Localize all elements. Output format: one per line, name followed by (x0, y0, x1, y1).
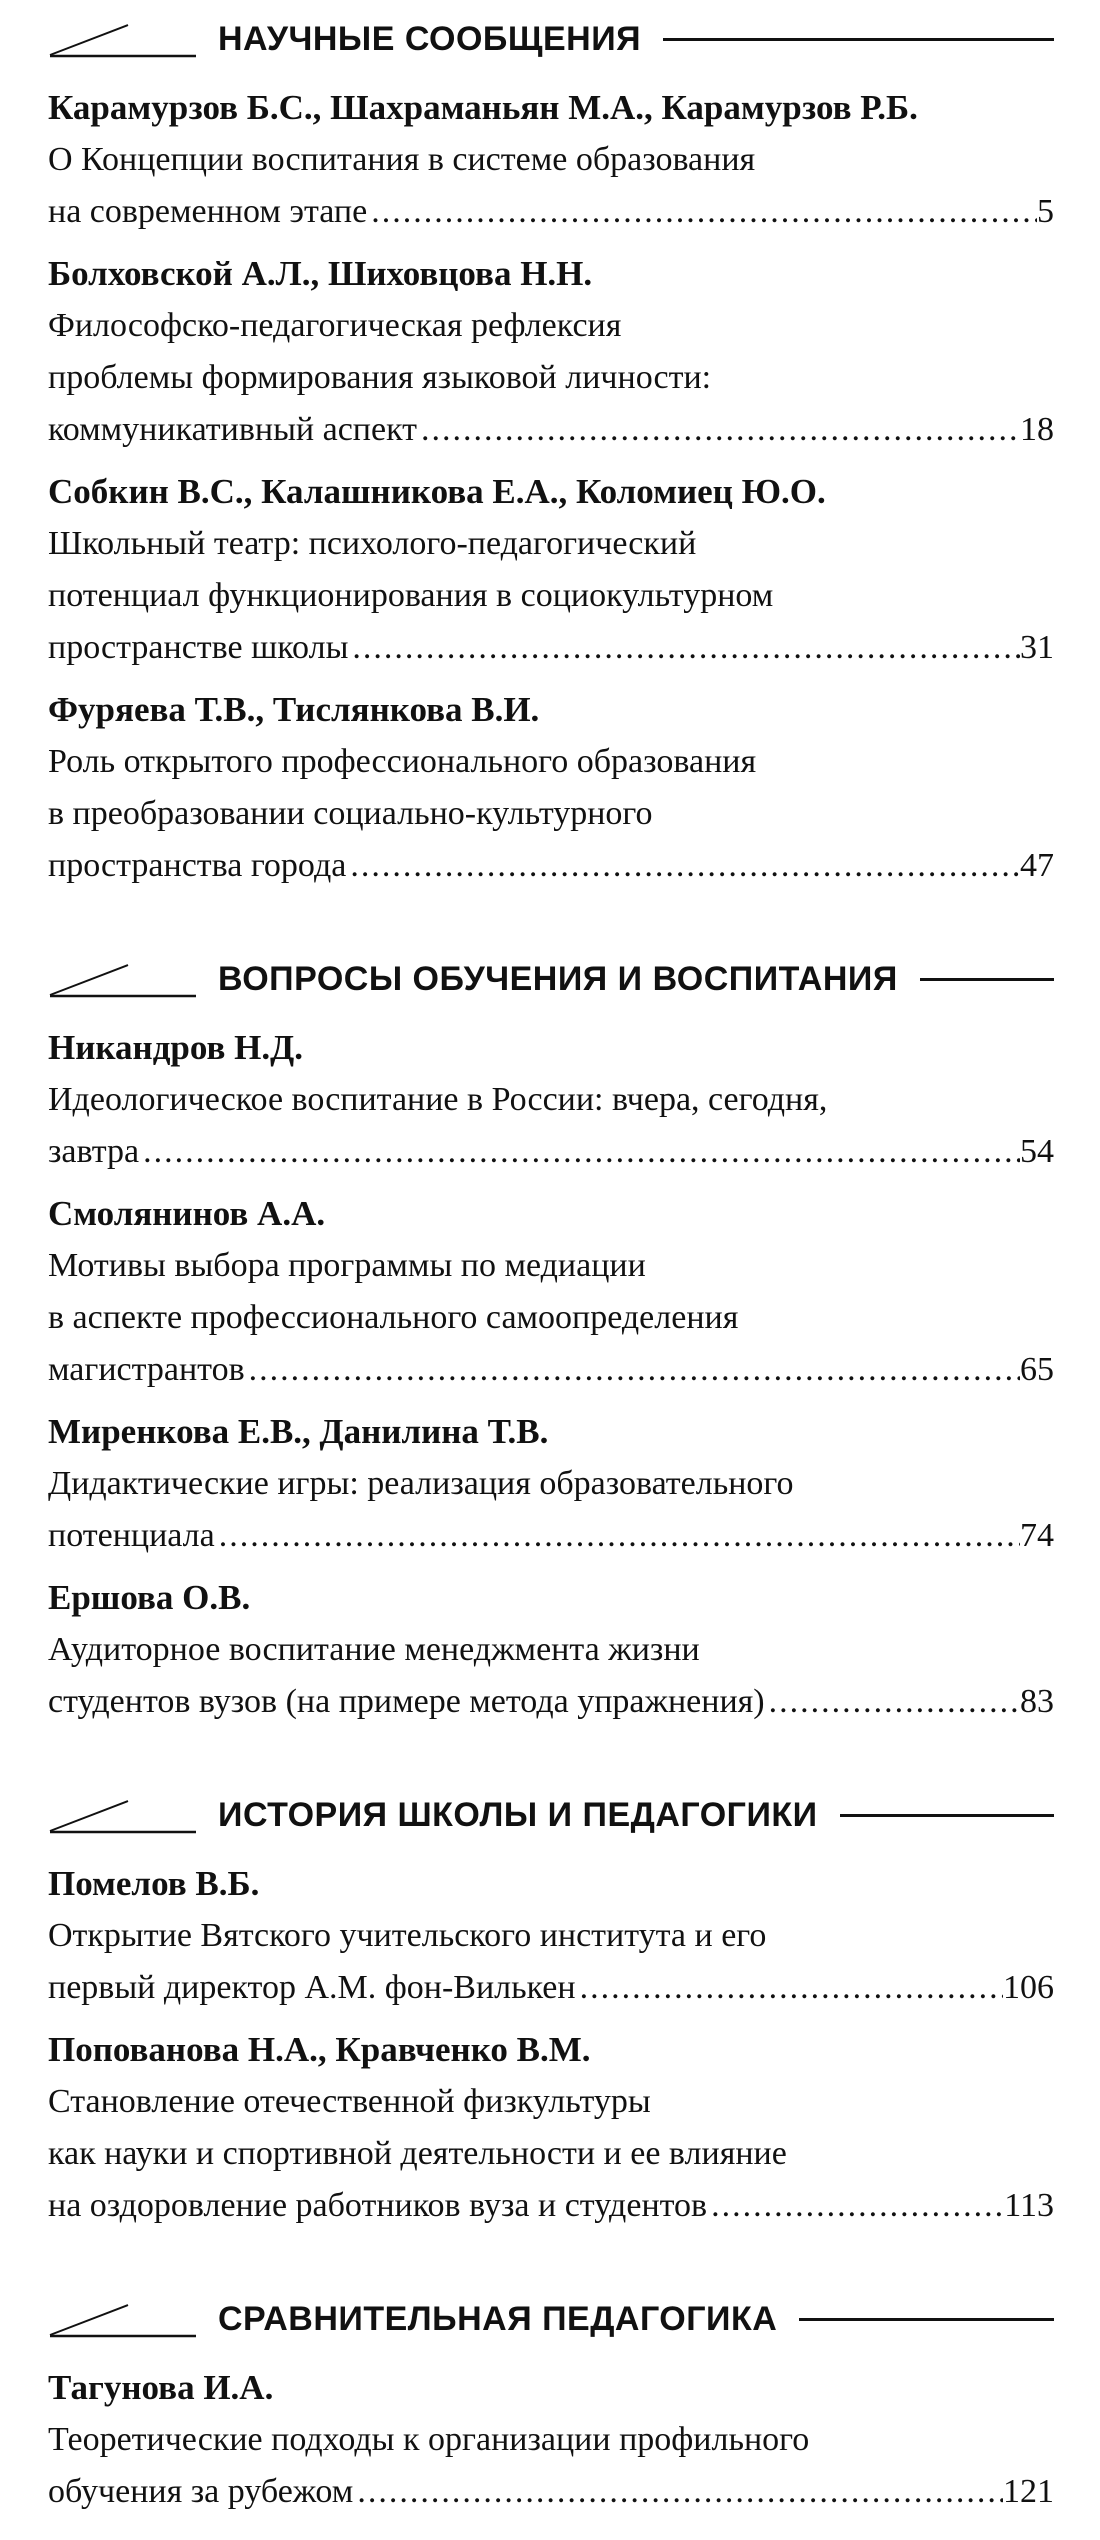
entry-last-line (48, 1962, 1054, 2014)
page-number: 54 (1020, 1133, 1054, 1170)
entry-last-line (48, 2180, 1054, 2232)
page-number: 83 (1020, 1683, 1054, 1720)
section-rule (840, 1814, 1054, 1817)
section-title: СРАВНИТЕЛЬНАЯ ПЕДАГОГИКА (218, 2299, 778, 2338)
toc-entry[interactable] (48, 248, 1054, 456)
entry-title-line: Школьный театр: психолого-педагогический (48, 525, 697, 562)
entry-last-line (48, 186, 1054, 238)
entry-last-line (48, 622, 1054, 674)
entry-authors: Ершова О.В. (48, 1578, 251, 1617)
entry-title-line: в аспекте профессионального самоопределения (48, 1299, 739, 1336)
entry-last-line (48, 840, 1054, 892)
entry-title-line: первый директор А.М. фон-Вилькен (48, 1969, 576, 2006)
page-number: 121 (1003, 2473, 1054, 2510)
entry-authors: Попованова Н.А., Кравченко В.М. (48, 2030, 591, 2069)
entry-authors: Собкин В.С., Калашникова Е.А., Коломиец Ю.О. (48, 472, 826, 511)
entry-title-line: в преобразовании социально-культурного (48, 795, 653, 832)
entry-title-line: на оздоровление работников вуза и студентов (48, 2187, 708, 2224)
section-title: НАУЧНЫЕ СООБЩЕНИЯ (218, 19, 642, 58)
entry-authors: Тагунова И.А. (48, 2368, 274, 2407)
entry-title-line: потенциала (48, 1517, 215, 1554)
toc-entry[interactable] (48, 684, 1054, 892)
entry-title-line: пространства города (48, 847, 347, 884)
toc-entry[interactable] (48, 1858, 1054, 2014)
toc-section (48, 14, 1054, 892)
page-number: 65 (1020, 1351, 1054, 1388)
entry-title-line: Дидактические игры: реализация образовательного (48, 1465, 794, 1502)
entry-last-line (48, 1510, 1054, 1562)
toc-entry[interactable] (48, 2024, 1054, 2232)
entry-last-line (48, 404, 1054, 456)
section-header (48, 14, 1054, 64)
entry-title-line: Роль открытого профессионального образования (48, 743, 757, 780)
entry-authors: Миренкова Е.В., Данилина Т.В. (48, 1412, 549, 1451)
toc-entry[interactable] (48, 466, 1054, 674)
entry-title-line: Открытие Вятского учительского института и его (48, 1917, 767, 1954)
page-number: 47 (1020, 847, 1054, 884)
entry-title-line: Становление отечественной физкультуры (48, 2083, 651, 2120)
dot-leader (139, 1126, 1020, 1178)
dot-leader (245, 1344, 1020, 1396)
entry-title-line: завтра (48, 1133, 140, 1170)
entry-title-line: обучения за рубежом (48, 2473, 354, 2510)
section-header (48, 2294, 1054, 2344)
dot-leader (215, 1510, 1020, 1562)
toc-entry[interactable] (48, 82, 1054, 238)
page-number: 113 (1004, 2187, 1054, 2224)
page-number: 18 (1020, 411, 1054, 448)
section-header (48, 954, 1054, 1004)
section-header (48, 1790, 1054, 1840)
entry-title-line: Мотивы выбора программы по медиации (48, 1247, 646, 1284)
page-number: 74 (1020, 1517, 1054, 1554)
toc-section (48, 2294, 1054, 2518)
dot-leader (765, 1676, 1020, 1728)
pen-stroke-icon (48, 1795, 198, 1835)
dot-leader (367, 186, 1037, 238)
toc-section (48, 1790, 1054, 2232)
toc-entry[interactable] (48, 1572, 1054, 1728)
entry-title-line: на современном этапе (48, 193, 368, 230)
section-title: ВОПРОСЫ ОБУЧЕНИЯ И ВОСПИТАНИЯ (218, 959, 898, 998)
entry-last-line (48, 1676, 1054, 1728)
pen-stroke-icon (48, 959, 198, 999)
toc-entry[interactable] (48, 1406, 1054, 1562)
entry-authors: Карамурзов Б.С., Шахраманьян М.А., Карамурзов Р.Б. (48, 88, 918, 127)
entry-authors: Никандров Н.Д. (48, 1028, 303, 1067)
dot-leader (417, 404, 1020, 456)
section-rule (663, 38, 1054, 41)
entry-last-line (48, 2466, 1054, 2518)
dot-leader (346, 840, 1020, 892)
entry-last-line (48, 1344, 1054, 1396)
dot-leader (707, 2180, 1004, 2232)
entry-title-line: Философско-педагогическая рефлексия (48, 307, 622, 344)
toc-entry[interactable] (48, 1188, 1054, 1396)
dot-leader (353, 2466, 1003, 2518)
section-rule (799, 2318, 1054, 2321)
page-number: 5 (1037, 193, 1054, 230)
toc-entry[interactable] (48, 1022, 1054, 1178)
toc-section (48, 954, 1054, 1728)
entry-title-line: О Концепции воспитания в системе образования (48, 141, 756, 178)
entry-title-line: Теоретические подходы к организации профильного (48, 2421, 810, 2458)
entry-title-line: Аудиторное воспитание менеджмента жизни (48, 1631, 700, 1668)
section-title: ИСТОРИЯ ШКОЛЫ И ПЕДАГОГИКИ (218, 1795, 818, 1834)
section-rule (920, 978, 1054, 981)
pen-stroke-icon (48, 19, 198, 59)
page-number: 106 (1003, 1969, 1054, 2006)
entry-authors: Фуряева Т.В., Тислянкова В.И. (48, 690, 540, 729)
pen-stroke-icon (48, 2299, 198, 2339)
entry-title-line: коммуникативный аспект (48, 411, 418, 448)
entry-title-line: как науки и спортивной деятельности и ее влияние (48, 2135, 787, 2172)
entry-authors: Смолянинов А.А. (48, 1194, 326, 1233)
entry-title-line: Идеологическое воспитание в России: вчера, сегодня, (48, 1081, 828, 1118)
entry-title-line: проблемы формирования языковой личности: (48, 359, 712, 396)
dot-leader (348, 622, 1020, 674)
entry-title-line: потенциал функционирования в социокультурном (48, 577, 774, 614)
entry-authors: Болховской А.Л., Шиховцова Н.Н. (48, 254, 593, 293)
entry-title-line: пространстве школы (48, 629, 349, 666)
entry-title-line: студентов вузов (на примере метода упражнения) (48, 1683, 765, 1720)
entry-title-line: магистрантов (48, 1351, 245, 1388)
page-number: 31 (1020, 629, 1054, 666)
entry-authors: Помелов В.Б. (48, 1864, 260, 1903)
entry-last-line (48, 1126, 1054, 1178)
toc-entry[interactable] (48, 2362, 1054, 2518)
dot-leader (576, 1962, 1003, 2014)
